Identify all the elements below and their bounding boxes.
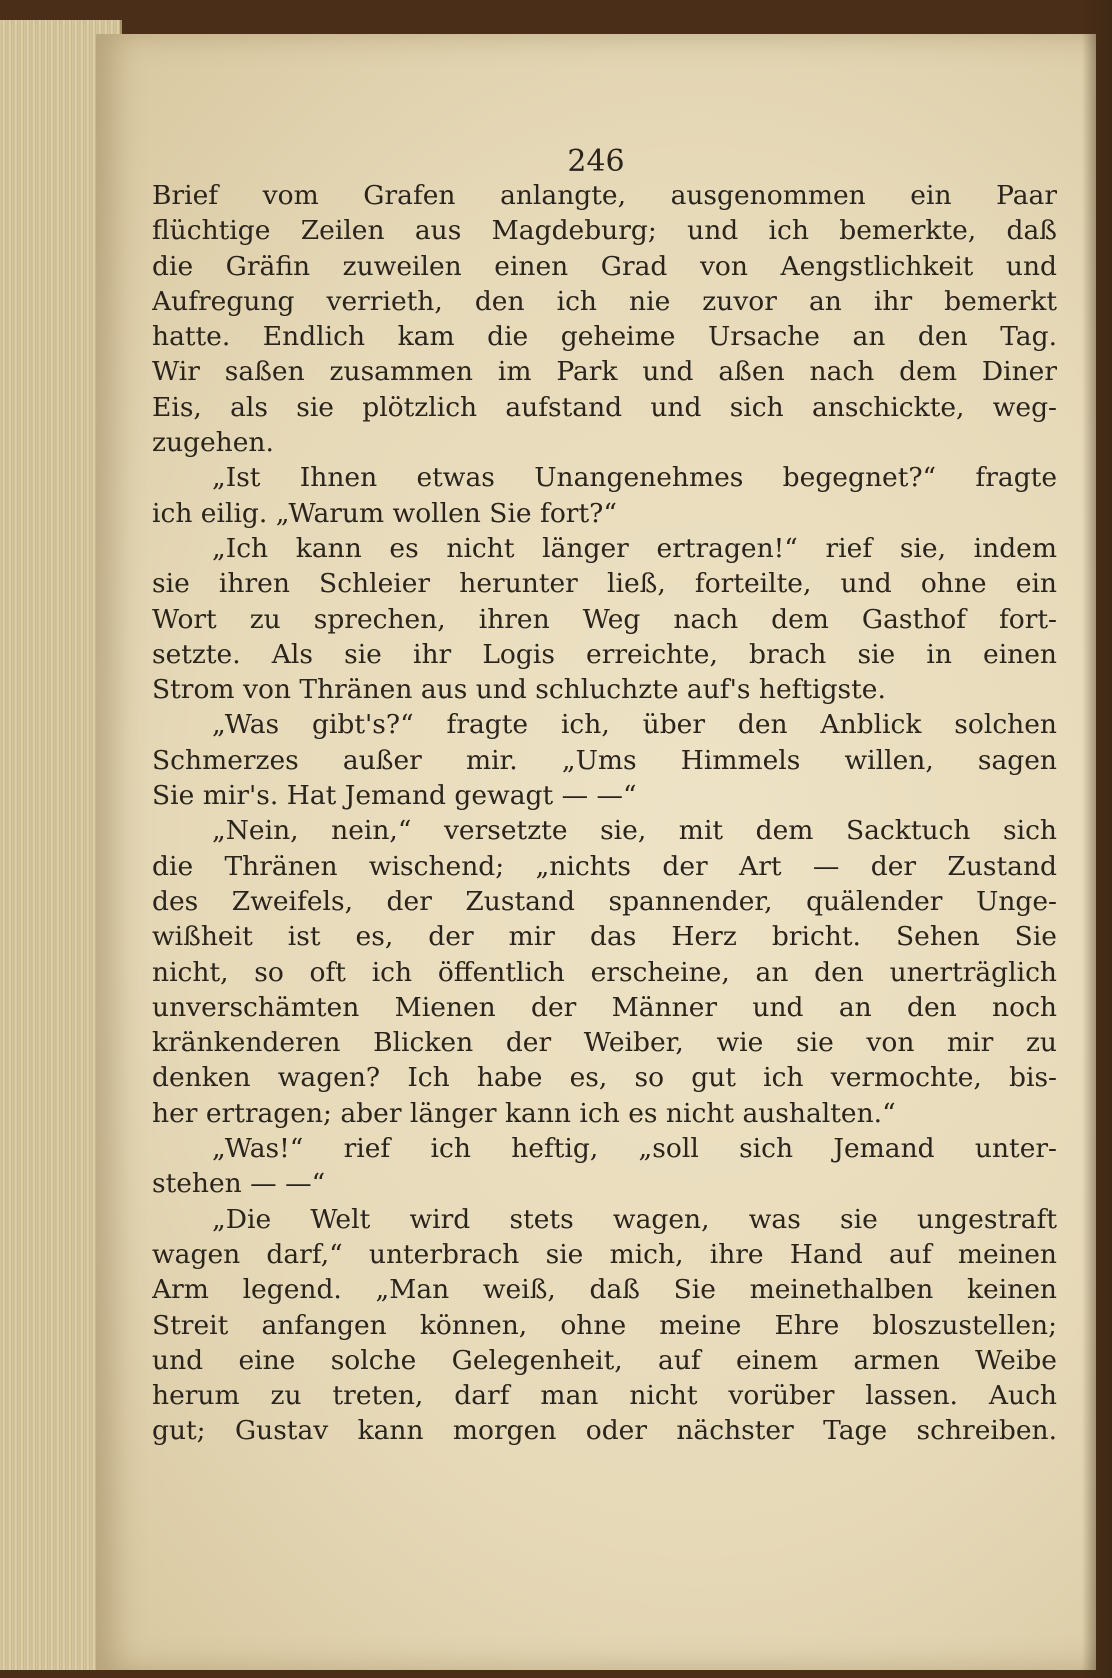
text-line: „Was!“ rief ich heftig, „soll sich Jemand unter-	[212, 1133, 1057, 1165]
binding-shadow	[1082, 0, 1112, 1678]
text-line: zugehen.	[152, 427, 274, 459]
page-number: 246	[567, 144, 625, 179]
text-line: setzte. Als sie ihr Logis erreichte, brach sie in einen	[152, 638, 1057, 670]
text-line: „Nein, nein,“ versetzte sie, mit dem Sacktuch sich	[212, 815, 1057, 847]
text-line: des Zweifels, der Zustand spannender, quälender Unge-	[152, 885, 1057, 917]
text-line: nicht, so oft ich öffentlich erscheine, an den unerträglich	[152, 956, 1057, 988]
text-line: sie ihren Schleier herunter ließ, forteilte, und ohne ein	[152, 568, 1057, 600]
text-line: kränkenderen Blicken der Weiber, wie sie von mir zu	[152, 1027, 1057, 1059]
text-line: Schmerzes außer mir. „Ums Himmels willen, sagen	[152, 744, 1057, 776]
text-line: „Ist Ihnen etwas Unangenehmes begegnet?“ fragte	[212, 462, 1057, 494]
text-line: und eine solche Gelegenheit, auf einem armen Weibe	[152, 1344, 1057, 1376]
text-line: gut; Gustav kann morgen oder nächster Tage schreiben.	[152, 1415, 1057, 1447]
text-line: Eis, als sie plötzlich aufstand und sich anschickte, weg-	[152, 391, 1057, 423]
text-line: ich eilig. „Warum wollen Sie fort?“	[152, 497, 617, 529]
text-line: Arm legend. „Man weiß, daß Sie meinethalben keinen	[152, 1274, 1057, 1306]
text-line: die Thränen wischend; „nichts der Art — der Zustand	[152, 850, 1057, 882]
text-line: „Die Welt wird stets wagen, was sie ungestraft	[212, 1203, 1057, 1235]
text-line: herum zu treten, darf man nicht vorüber lassen. Auch	[152, 1380, 1057, 1412]
text-line: die Gräfin zuweilen einen Grad von Aengstlichkeit und	[152, 250, 1057, 282]
text-line: „Was gibt's?“ fragte ich, über den Anblick solchen	[212, 709, 1057, 741]
text-line: unverschämten Mienen der Männer und an den noch	[152, 991, 1057, 1023]
text-line: hatte. Endlich kam die geheime Ursache an den Tag.	[152, 321, 1057, 353]
text-line: Sie mir's. Hat Jemand gewagt — —“	[152, 780, 637, 812]
text-line: Wir saßen zusammen im Park und aßen nach dem Diner	[152, 356, 1057, 388]
text-line: her ertragen; aber länger kann ich es nicht aushalten.“	[152, 1097, 896, 1129]
text-line: stehen — —“	[152, 1168, 326, 1200]
text-line: „Ich kann es nicht länger ertragen!“ rief sie, indem	[212, 532, 1057, 564]
body-text	[152, 178, 1057, 1449]
text-line: Wort zu sprechen, ihren Weg nach dem Gasthof fort-	[152, 603, 1057, 635]
text-line: Brief vom Grafen anlangte, ausgenommen ein Paar	[152, 180, 1057, 211]
text-line: flüchtige Zeilen aus Magdeburg; und ich bemerkte, daß	[152, 215, 1057, 247]
text-line: Strom von Thränen aus und schluchzte auf's heftigste.	[152, 674, 886, 706]
text-line: Aufregung verrieth, den ich nie zuvor an ihr bemerkt	[152, 285, 1057, 317]
text-line: denken wagen? Ich habe es, so gut ich vermochte, bis-	[152, 1062, 1057, 1094]
text-line: wagen darf,“ unterbrach sie mich, ihre Hand auf meinen	[152, 1238, 1057, 1270]
text-line: Streit anfangen können, ohne meine Ehre bloszustellen;	[152, 1309, 1057, 1341]
text-line: wißheit ist es, der mir das Herz bricht. Sehen Sie	[152, 921, 1057, 953]
